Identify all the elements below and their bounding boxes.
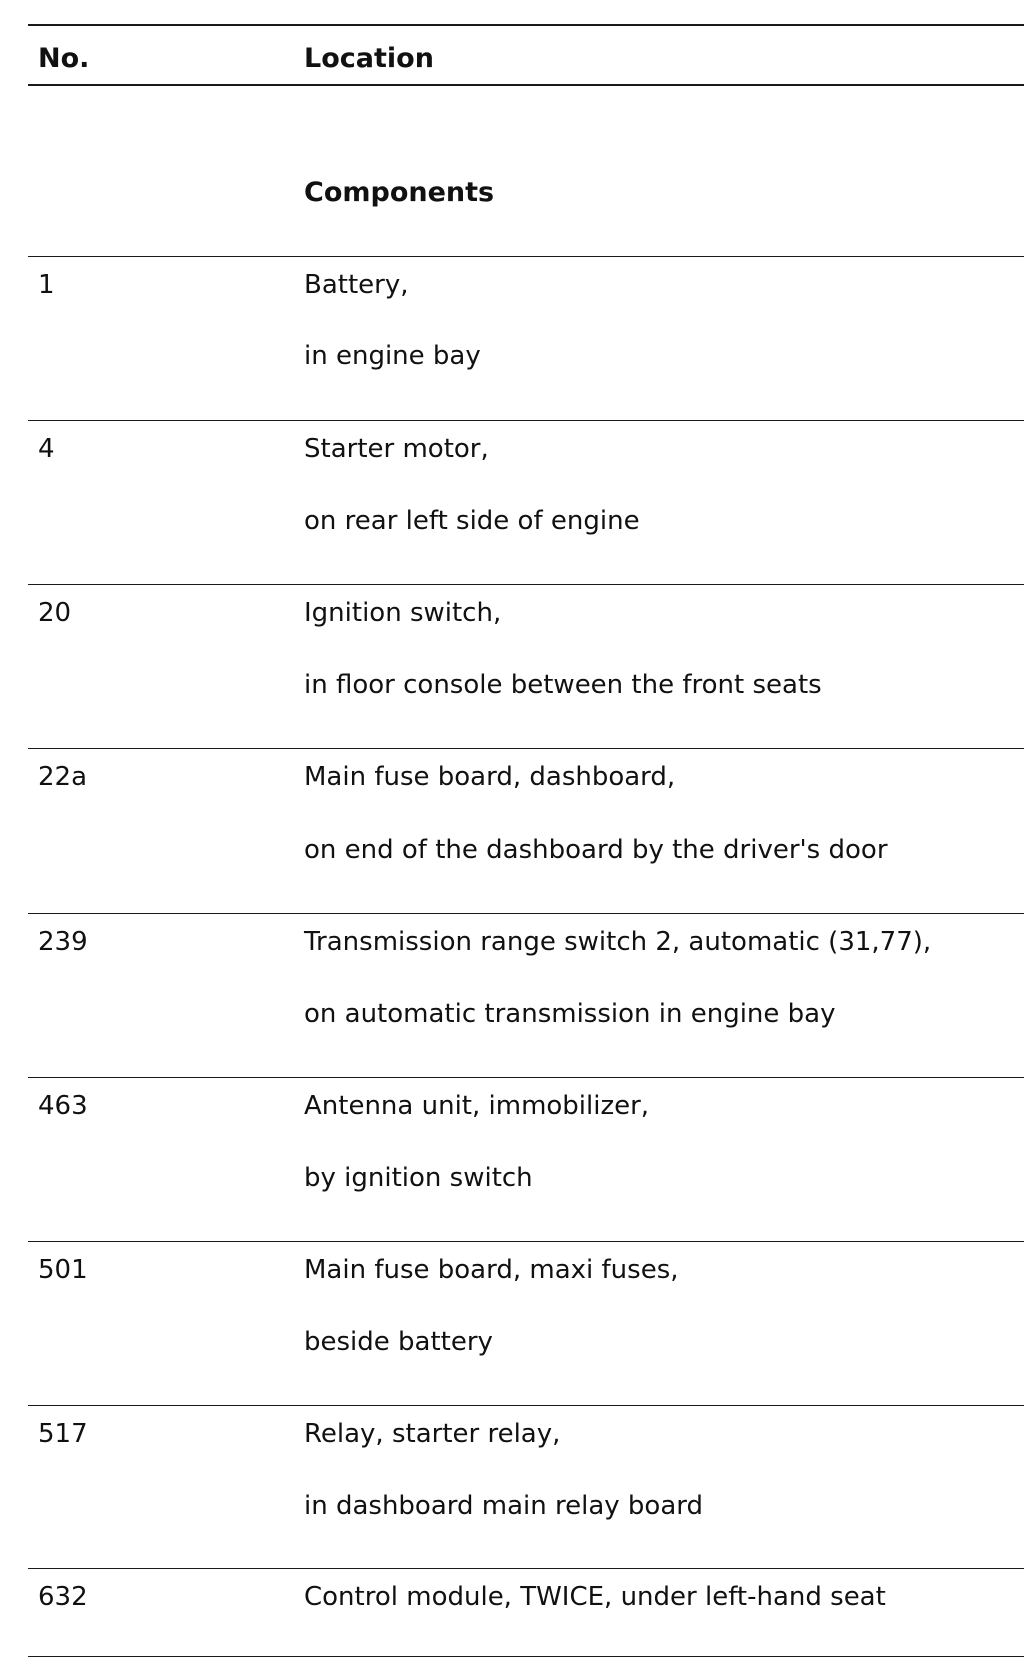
column-header-location: Location	[304, 43, 434, 74]
row-divider	[28, 748, 1024, 749]
row-number: 501	[38, 1255, 88, 1285]
row-component: Antenna unit, immobilizer,	[304, 1091, 650, 1121]
row-component: Main fuse board, dashboard,	[304, 762, 676, 792]
table-bottom-rule	[28, 1656, 1024, 1657]
row-number: 1	[38, 270, 55, 300]
row-number: 463	[38, 1091, 88, 1121]
row-divider	[28, 420, 1024, 421]
row-component: Battery,	[304, 270, 409, 300]
row-component: Transmission range switch 2, automatic (31,77),	[304, 927, 932, 957]
row-location: on end of the dashboard by the driver's door	[304, 835, 888, 865]
row-component: Main fuse board, maxi fuses,	[304, 1255, 679, 1285]
row-divider	[28, 1241, 1024, 1242]
row-number: 22a	[38, 762, 88, 792]
row-divider	[28, 1405, 1024, 1406]
row-location: in dashboard main relay board	[304, 1491, 704, 1521]
row-location: by ignition switch	[304, 1163, 533, 1193]
section-title: Components	[304, 177, 495, 208]
row-number: 20	[38, 598, 72, 628]
row-location: beside battery	[304, 1327, 493, 1357]
row-component: Relay, starter relay,	[304, 1419, 561, 1449]
row-number: 239	[38, 927, 88, 957]
row-location: in engine bay	[304, 341, 481, 371]
row-component: Control module, TWICE, under left-hand seat	[304, 1582, 886, 1612]
row-divider	[28, 256, 1024, 257]
row-number: 4	[38, 434, 55, 464]
row-divider	[28, 584, 1024, 585]
row-number: 517	[38, 1419, 88, 1449]
row-location: on rear left side of engine	[304, 506, 640, 536]
column-header-no: No.	[38, 43, 90, 74]
row-component: Starter motor,	[304, 434, 489, 464]
row-divider	[28, 1077, 1024, 1078]
row-number: 632	[38, 1582, 88, 1612]
row-divider	[28, 1568, 1024, 1569]
row-divider	[28, 913, 1024, 914]
row-location: on automatic transmission in engine bay	[304, 999, 836, 1029]
row-location: in floor console between the front seats	[304, 670, 822, 700]
row-component: Ignition switch,	[304, 598, 502, 628]
header-bottom-rule	[28, 84, 1024, 86]
table-top-rule	[28, 24, 1024, 26]
